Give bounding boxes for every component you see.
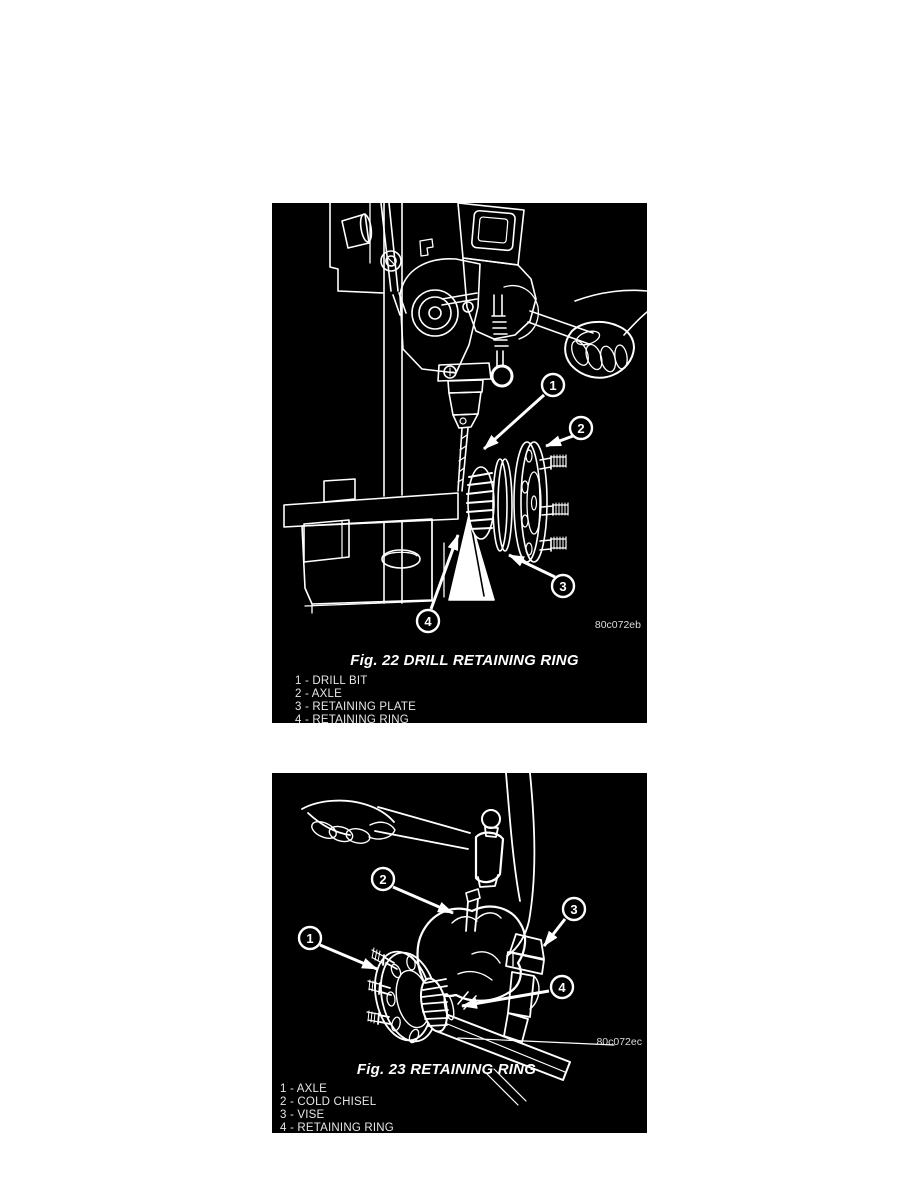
legend-item: 2 - COLD CHISEL bbox=[280, 1096, 377, 1109]
callout-4-number: 4 bbox=[558, 980, 566, 995]
legend-item: 3 - VISE bbox=[280, 1109, 325, 1122]
callout-4-badge bbox=[417, 610, 439, 632]
figure-23-panel bbox=[272, 773, 647, 1133]
callout-3-number: 3 bbox=[570, 902, 578, 917]
callout-4-number: 4 bbox=[424, 614, 432, 629]
figure-22-panel bbox=[272, 203, 647, 727]
legend-item: 4 - RETAINING RING bbox=[280, 1122, 394, 1135]
callout-2-badge bbox=[570, 417, 592, 439]
callout-4-badge bbox=[551, 976, 573, 998]
figure-22-legend bbox=[295, 675, 416, 727]
fig22-callouts bbox=[417, 374, 592, 632]
callout-1-badge bbox=[542, 374, 564, 396]
callout-3-arrow bbox=[544, 919, 565, 946]
callout-1-number: 1 bbox=[549, 378, 557, 393]
callout-1-number: 1 bbox=[306, 931, 314, 946]
callout-2-number: 2 bbox=[577, 421, 585, 436]
callout-2-arrow bbox=[393, 887, 453, 913]
fig23-callouts bbox=[299, 868, 585, 998]
figure-23-caption: Fig. 23 RETAINING RING bbox=[356, 1061, 537, 1078]
figure-23-legend bbox=[280, 1083, 394, 1135]
watermark-code: 80c072eb bbox=[594, 619, 641, 631]
callout-2-number: 2 bbox=[379, 872, 387, 887]
callout-2-arrow bbox=[546, 436, 573, 446]
callout-1-arrow bbox=[484, 395, 544, 449]
callout-1-badge bbox=[299, 927, 321, 949]
callout-3-number: 3 bbox=[559, 579, 567, 594]
legend-item: 4 - RETAINING RING bbox=[295, 714, 409, 727]
drill-press-illustration bbox=[272, 203, 647, 723]
figure-22-caption: Fig. 22 DRILL RETAINING RING bbox=[350, 652, 579, 669]
callout-2-badge bbox=[372, 868, 394, 890]
legend-item: 2 - AXLE bbox=[295, 688, 342, 701]
callout-3-badge bbox=[552, 575, 574, 597]
callout-3-badge bbox=[563, 898, 585, 920]
watermark-code: 80c072ec bbox=[596, 1036, 642, 1048]
hammer-chisel-illustration bbox=[272, 773, 647, 1133]
legend-item: 3 - RETAINING PLATE bbox=[295, 701, 416, 714]
callout-1-arrow bbox=[320, 945, 377, 969]
legend-item: 1 - AXLE bbox=[280, 1083, 327, 1095]
legend-item: 1 - DRILL BIT bbox=[295, 675, 368, 687]
